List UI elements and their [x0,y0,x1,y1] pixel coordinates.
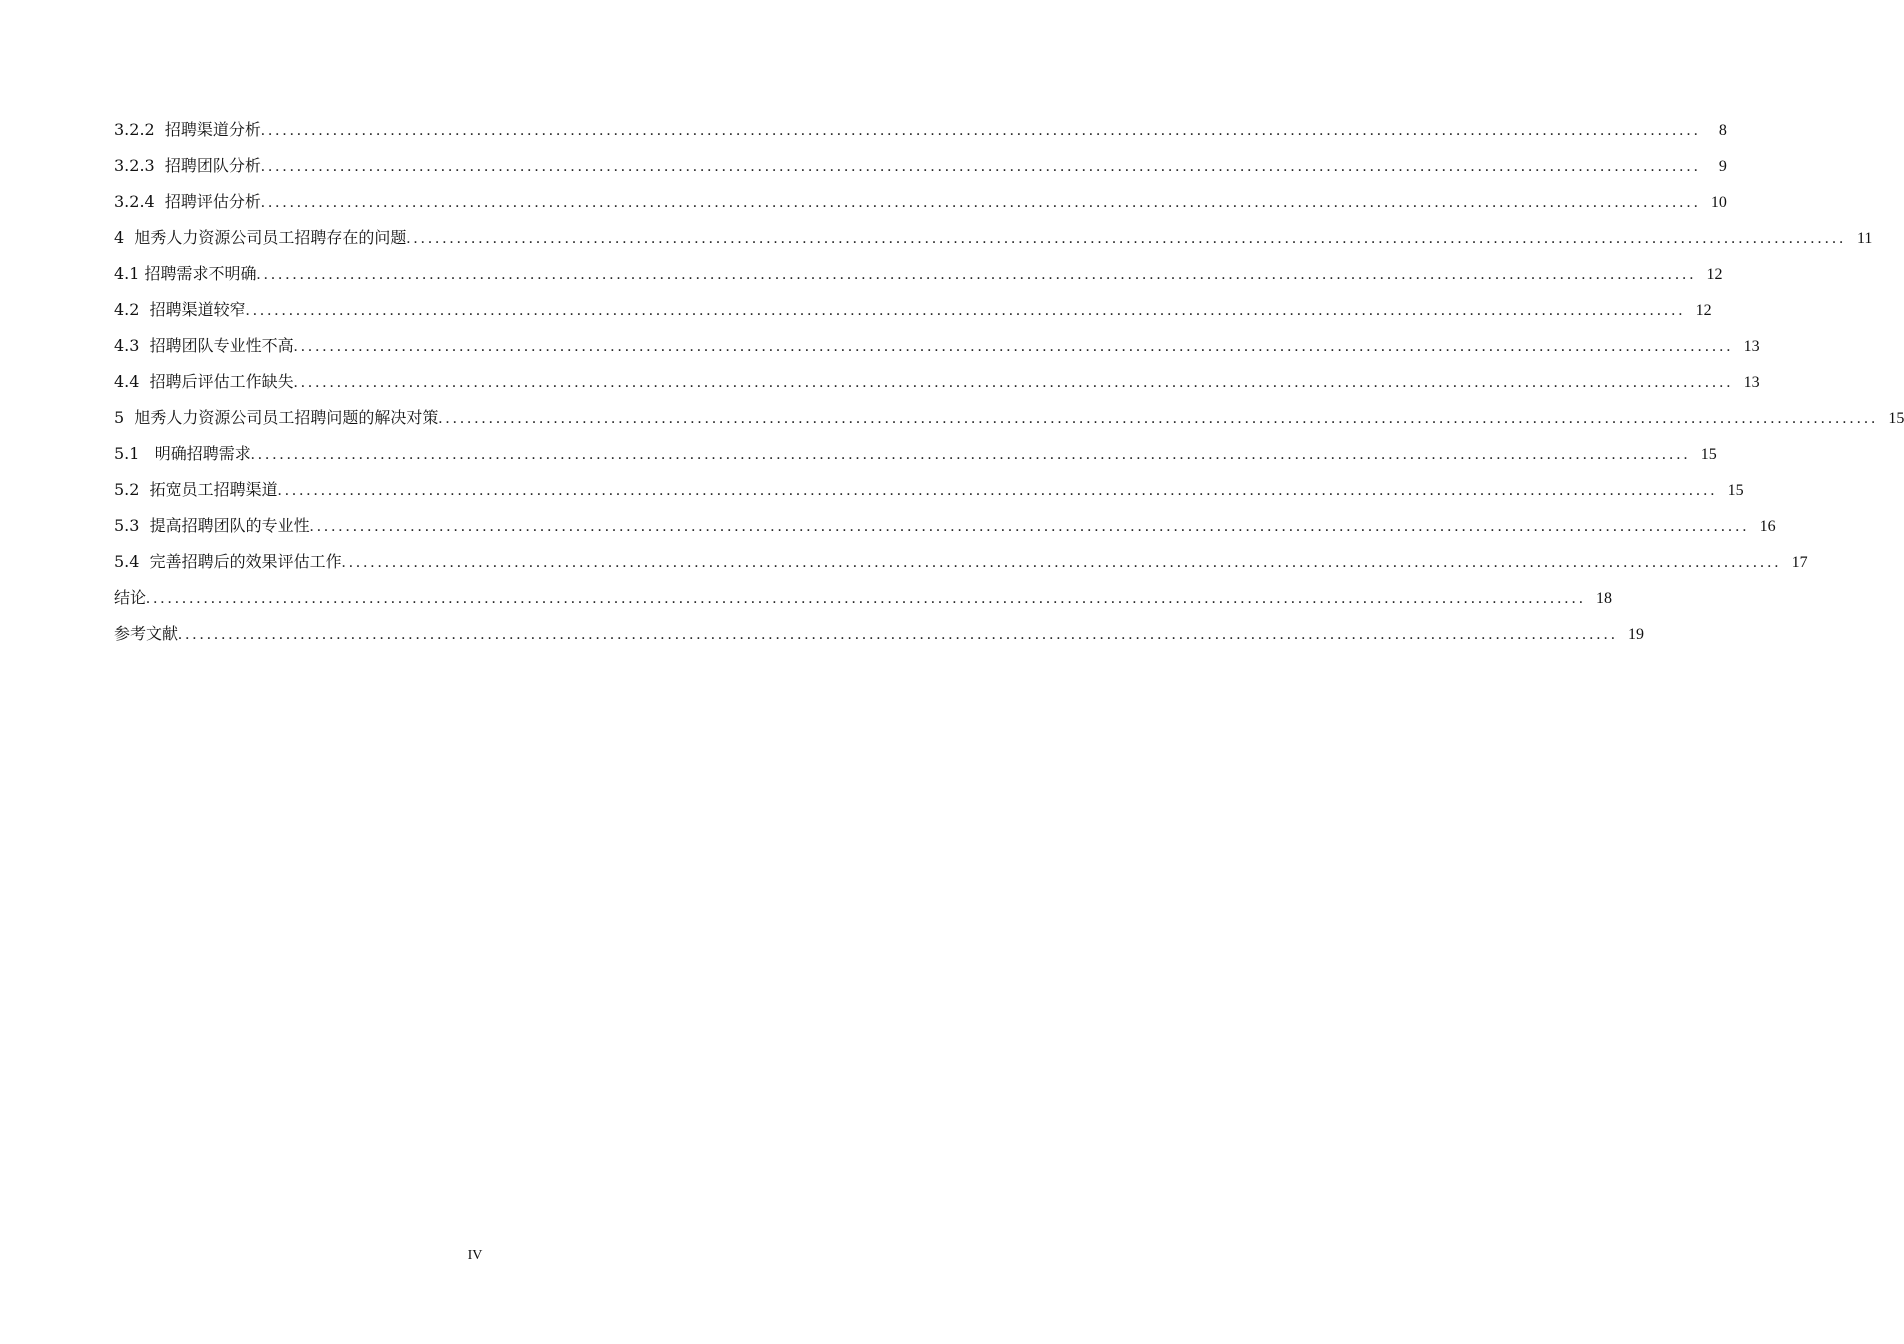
toc-entry[interactable] [114,148,1727,184]
toc-dot-leader: ........................................................................................................................................................................................................ [245,302,1686,319]
toc-dot-leader: ........................................................................................................................................................................................................ [250,446,1691,463]
toc-dot-leader: ........................................................................................................................................................................................................ [293,338,1734,355]
toc-entry-title: 4.4 招聘后评估工作缺失 [114,372,294,391]
toc-entry-page: 15 [1700,446,1717,463]
toc-entry[interactable] [114,328,1760,364]
toc-dot-leader: ........................................................................................................................................................................................................ [178,626,1619,643]
toc-entry[interactable] [114,220,1873,256]
toc-entry-title: 3.2.2 招聘渠道分析 [114,120,261,139]
toc-entry[interactable] [114,616,1645,652]
toc-dot-leader: ........................................................................................................................................................................................................ [256,266,1697,283]
toc-entry-title: 5.4 完善招聘后的效果评估工作 [114,552,342,571]
toc-entry[interactable] [114,544,1808,580]
toc-entry[interactable] [114,580,1613,616]
toc-entry-title: 3.2.4 招聘评估分析 [114,192,261,211]
toc-entry-page: 18 [1596,590,1613,607]
toc-entry-page: 12 [1706,266,1723,283]
table-of-contents [114,112,1904,652]
toc-entry-title: 参考文献 [114,624,179,643]
toc-entry-page: 15 [1888,410,1904,427]
toc-entry-title: 5.1 明确招聘需求 [114,444,251,463]
toc-entry-page: 9 [1718,158,1727,175]
toc-entry[interactable] [114,184,1727,220]
toc-entry-page: 19 [1628,626,1645,643]
toc-entry-page: 10 [1710,194,1727,211]
page-number: IV [467,1248,483,1263]
toc-entry-page: 16 [1759,518,1776,535]
toc-entry-title: 5.3 提高招聘团队的专业性 [114,516,310,535]
toc-entry[interactable] [114,400,1904,436]
toc-entry[interactable] [114,472,1744,508]
toc-entry-title: 4.2 招聘渠道较窄 [114,300,246,319]
toc-entry[interactable] [114,292,1712,328]
toc-entry-title: 5 旭秀人力资源公司员工招聘问题的解决对策 [114,408,439,427]
toc-dot-leader: ........................................................................................................................................................................................................ [309,518,1750,535]
toc-entry[interactable] [114,256,1723,292]
toc-entry-page: 8 [1718,122,1727,139]
toc-entry-page: 13 [1743,338,1760,355]
toc-entry[interactable] [114,508,1776,544]
toc-dot-leader: ........................................................................................................................................................................................................ [260,158,1701,175]
toc-entry[interactable] [114,436,1717,472]
toc-entry-title: 4.3 招聘团队专业性不高 [114,336,294,355]
toc-dot-leader: ........................................................................................................................................................................................................ [277,482,1718,499]
toc-entry[interactable] [114,364,1760,400]
toc-entry-page: 15 [1727,482,1744,499]
toc-dot-leader: ........................................................................................................................................................................................................ [406,230,1847,247]
toc-entry-title: 4.1 招聘需求不明确 [114,264,257,283]
toc-entry-page: 12 [1695,302,1712,319]
toc-entry[interactable] [114,112,1727,148]
toc-dot-leader: ........................................................................................................................................................................................................ [341,554,1782,571]
toc-entry-title: 3.2.3 招聘团队分析 [114,156,261,175]
toc-entry-page: 13 [1743,374,1760,391]
toc-entry-page: 17 [1791,554,1808,571]
toc-entry-title: 5.2 拓宽员工招聘渠道 [114,480,278,499]
toc-entry-title: 4 旭秀人力资源公司员工招聘存在的问题 [114,228,407,247]
toc-dot-leader: ........................................................................................................................................................................................................ [146,590,1587,607]
toc-entry-page: 11 [1856,230,1873,247]
toc-dot-leader: ........................................................................................................................................................................................................ [438,410,1879,427]
toc-dot-leader: ........................................................................................................................................................................................................ [293,374,1734,391]
toc-dot-leader: ........................................................................................................................................................................................................ [260,122,1701,139]
toc-dot-leader: ........................................................................................................................................................................................................ [260,194,1701,211]
toc-entry-title: 结论 [114,588,147,607]
